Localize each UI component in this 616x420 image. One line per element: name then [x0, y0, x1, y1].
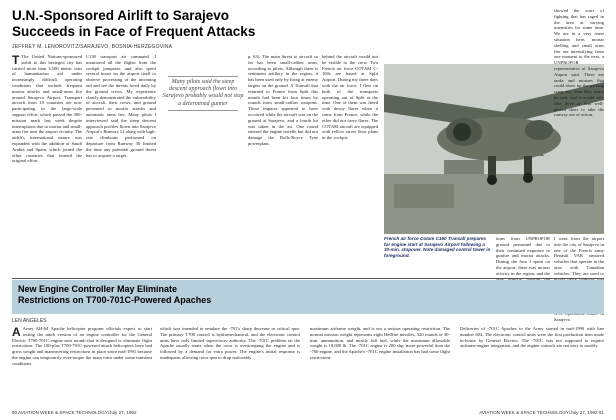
section-column-1-text: Army AH-64 Apache helicopter program officials expect to start testing the ninth version of an engine controller for the General Electric T700-701C engine next month that is designed to eliminate flight restrictions. The 100-plus T700-701C-powered attack helicopters have had gross weight and maneuvering restrictions in place since mid-1991 because the engine can temporarily over-torque the main rotor under some transient conditions.	[12, 326, 152, 366]
footer-right: AVIATION WEEK & SPACE TECHNOLOGY/July 27, 1992 91	[479, 410, 604, 415]
photo-caption: French air force Cotam C160 Transall prepares for engine start at Sarajevo Airport following a 30-min. stopover. Note damaged control tower in foreground.	[384, 236, 491, 258]
section-column-4-text: Deliveries of -701C Apaches to the Army started in mid-1990 with line number 604. The electronic control units were the first production item made in-house by General Electric. The -701C was not supposed to require airframe-engine integration, and the engine controls are not easy to modify.	[460, 326, 604, 349]
section-column-2	[160, 326, 300, 408]
section-column-2-text: which was intended to emulate the -701's sharp decrease in critical rpm. The primary T700 control is hydromechanical, and the electronic control units have only limited supervisory authority. The -701C problem on the Apache usually starts when the rotor is overtorquing the engine and is followed by a demand for extra power. The engine's initial response is inadequate, allowing rotor rpm to drop noticeably.	[160, 326, 300, 360]
article-column-5b	[496, 236, 550, 276]
article-column-5	[554, 8, 604, 118]
column-3-text: p. 63). The main threat to aircraft so far has been small-caliber arms, according to pilots. Although there is sentiment artillery in the region, it has been used only by firing at enemy targets on the ground. A Transall that returned to France from Split this month had been hit four times by rounds from small-caliber weapons. Those impacts appeared to have occurred while the aircraft was on the ground at Sarajevo, and a fourth hit was taken in the air. One round entered the engine nacelle but did not damage the Rolls-Royce Tyne powerplant.	[248, 54, 318, 146]
article-column-6	[554, 236, 604, 323]
article-column-4	[322, 54, 378, 274]
pull-quote-rule-top	[168, 76, 238, 77]
section-column-1	[12, 326, 152, 408]
section-column-4	[460, 326, 604, 408]
section-drop-cap: A	[12, 325, 21, 339]
article-column-1	[12, 54, 82, 274]
pull-quote-text: Many pilots said the steep descent approach flown into Sarajevo probably would not stop a determined gunner	[162, 79, 244, 107]
headline-line-2: Succeeds in Face of Frequent Attacks	[12, 24, 256, 39]
pull-quote-rule-bottom	[168, 110, 238, 111]
drop-cap: T	[12, 53, 20, 67]
section-headline	[18, 284, 418, 306]
footer-left: 90 AVIATION WEEK & SPACE TECHNOLOGY/July 27, 1992	[12, 410, 137, 415]
section-byline: LEN ANGELES	[12, 318, 47, 324]
section-divider	[12, 278, 604, 279]
article-column-2b-top	[162, 54, 244, 72]
column-7-text: tions from UNPROFOR ground personnel due to their continued exposure to gunfire and mortar attacks. During the four I spent on the airport, there was mortar activity in the region, and the	[496, 236, 550, 276]
column-2-text: C130 transport air command. I monitored all the flights from the cockpit jumpseat, and also spent several hours on the airport itself to observe processing of the incoming aid and see the threats faced daily by the ground crews. My experience clearly demonstrated the vulnerability of aircraft, their crews, and ground personnel to mortar attacks and automatic arms fire. Many pilots I interviewed said the steep descent approach profiles flown into Sarajevo Airport's Runway 12 along with high-rate climbouts performed on departure from Runway 30 limited the time any potential ground threat has to acquire a target.	[86, 54, 156, 158]
headline-line-1: U.N.-Sponsored Airlift to Sarajevo	[12, 8, 230, 23]
column-4-text: behind the aircraft would not be visible to the crew. Two French air force COTAM C-160s are based at Split Airport. During my three days with the air force, I flew on both of the transports operating out of Split at the time. One of them was fitted with decoy flares when it came from France, while the other did not carry flares. The COTAM aircraft are equipped with yellow arrow floor plans in the cockpit.	[322, 54, 378, 141]
section-headline-line-2: Restrictions on T700-701C-Powered Apaches	[18, 295, 212, 305]
section-headline-line-1: New Engine Controller May Eliminate	[18, 284, 178, 294]
column-1-text: The United Nations-sponsored airlift to this besieged city has carried more than 3,500 metric tons of humanitarian aid under increasingly difficult operating conditions that include frequent mortar attacks and small-arms fire around Sarajevo Airport. Transport aircraft from 10 countries are now participating in the large-scale support effort, which passed the 300-mission mark last week despite interruptions due to mortar and small-arms fire near the airport vicinity. The airlift's international nature was expanded with the addition of Saudi Arabia and Spain, which joined the other countries that formed the original effort.	[12, 54, 82, 164]
article-column-3	[248, 54, 318, 274]
article-headline	[12, 8, 392, 40]
section-column-3	[310, 326, 450, 408]
headline-block	[12, 8, 392, 40]
article-column-2	[86, 54, 156, 274]
column-5-text: showed the scars of fighting that has raged in the area at varying intensities for some time. We are in a very tense situation here, mortar shelling and small arms fire are intensifying from one moment to the next, a UNPROFOR representative at Sarajevo Airport said. There are tanks and mortars that could show up the parking ramp any time they want, he said. And it would only take three or four well-placed shots to take the runway out of action.	[554, 8, 604, 118]
column-6-text: I went from the airport into the city of Sarajevo in one of the French army Renault VAB armored vehicles that operate in the area with Canadian vehicles. They are used to Sarajevo.	[554, 236, 604, 323]
article-byline: JEFFREY M. LENOROVITZ/SARAJEVO, BOSNIA-HERZEGOVINA	[12, 44, 173, 50]
section-column-3-text: maximum airframe weight, and is not a serious operating restriction. The normal mission weight represents eight Hellfire missiles, 320 rounds of 30-mm. ammunition, and mostly full fuel, while the maximum allowable weight is 18,000 lb. The -701C engine is 200 shp. more powerful than the -700 engine, and the Apache's -701C engine installation has had some flight restrictions.	[310, 326, 450, 360]
pull-quote	[162, 74, 244, 113]
